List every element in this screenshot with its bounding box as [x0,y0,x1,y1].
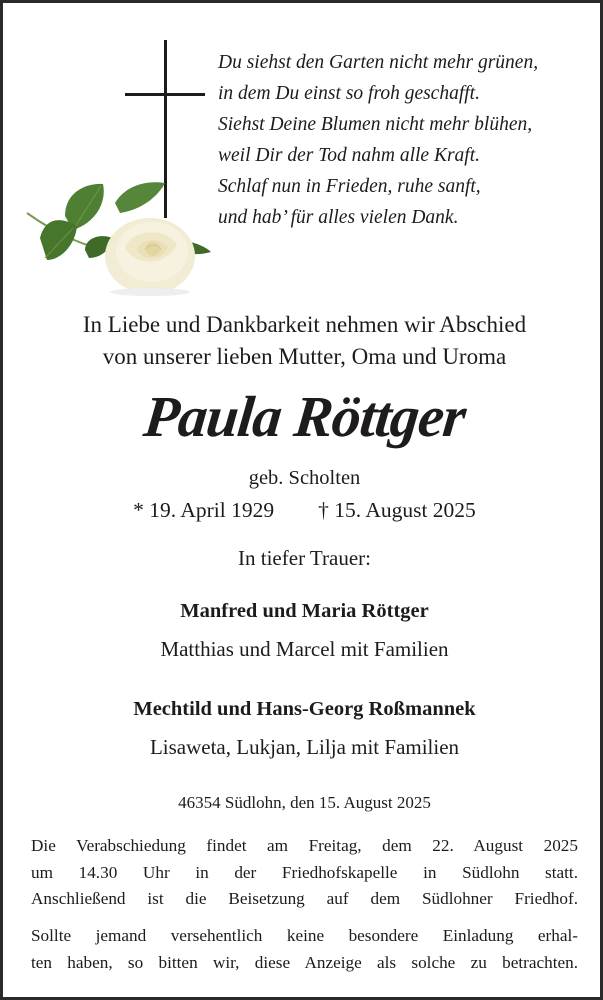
invitation-notice [31,923,578,976]
maiden-name: geb. Scholten [248,467,361,489]
family-head: Manfred und Maria Röttger [180,600,429,622]
notice-line: Sollte jemand versehentlich keine besondere Einladung erhal- [31,926,578,945]
mourning-label: In tiefer Trauer: [238,546,371,570]
ceremony-line: Die Verabschiedung findet am Freitag, dem 22. August 2025 [31,836,578,855]
family-members: Lisaweta, Lukjan, Lilja mit Familien [149,735,460,759]
poem-line: Siehst Deine Blumen nicht mehr blühen, [218,114,533,135]
poem-line: in dem Du einst so froh geschafft. [218,83,480,104]
cross-icon-bar [125,93,205,96]
white-rose-image [25,178,215,298]
ceremony-paragraph [31,833,578,913]
poem-line: und hab’ für alles vielen Dank. [218,207,459,228]
ceremony-line: um 14.30 Uhr in der Friedhofskapelle in Südlohn statt. [31,862,578,882]
death-date: † 15. August 2025 [318,498,476,522]
place-and-date: 46354 Südlohn, den 15. August 2025 [178,793,431,812]
poem-line: Du siehst den Garten nicht mehr grünen, [218,52,539,73]
life-dates [3,495,603,525]
deceased-name: Paula Röttger [140,384,469,449]
poem-line: weil Dir der Tod nahm alle Kraft. [218,145,481,166]
family-head: Mechtild und Hans-Georg Roßmannek [133,698,476,720]
intro-line-2: von unserer lieben Mutter, Oma und Uroma [102,344,507,369]
notice-line: ten haben, so bitten wir, diese Anzeige als solche zu betrachten. [31,952,578,972]
birth-date: * 19. April 1929 [133,498,275,522]
family-members: Matthias und Marcel mit Familien [160,637,449,661]
poem [218,47,598,233]
intro-line-1: In Liebe und Dankbarkeit nehmen wir Abschied [82,312,527,337]
farewell-intro [3,309,603,373]
ceremony-line: Anschließend ist die Beisetzung auf dem Südlohner Friedhof. [31,889,578,908]
poem-line: Schlaf nun in Frieden, ruhe sanft, [218,176,481,197]
